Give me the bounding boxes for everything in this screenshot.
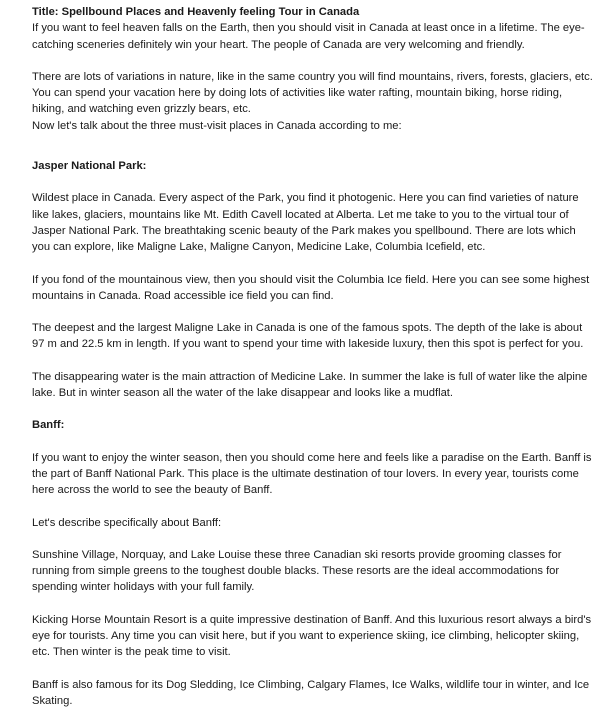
jasper-paragraph-overview: Wildest place in Canada. Every aspect of the Park, you find it photogenic. Here you can find varieties of nature like lakes, glaciers, mountains like Mt. Edith Cavell located at Alberta. Let me take to you to the virtual tour of Jasper National Park. The breathtaking scenic beauty of the Park makes you spellbound. There are lots which you can explore, like Maligne Lake, Maligne Canyon, Medicine Lake, Columbia Icefield, etc. (32, 192, 579, 254)
jasper-paragraph-medicine: The disappearing water is the main attraction of Medicine Lake. In summer the lake is full of water like the alpine lake. But in winter season all the water of the lake disappear and looks like a mudflat. (32, 370, 588, 400)
banff-paragraph-kicking-horse: Kicking Horse Mountain Resort is a quite impressive destination of Banff. And this luxurious resort always a bird's eye for tourists. Any time you can visit here, but if you want to experience skiing, ice climbing, helicopter skiing, etc. Then winter is the peak time to visit. (32, 613, 592, 659)
jasper-paragraph-columbia: If you fond of the mountainous view, then you should visit the Columbia Ice field. Here you can see some highest mountains in Canada. Road accessible ice field you can find. (32, 273, 590, 302)
banff-paragraph-ski-resorts: Sunshine Village, Norquay, and Lake Louise these three Canadian ski resorts provide grooming classes for running from simple greens to the toughest double blacks. These resorts are the ideal accommodations for spending winter holidays with your full family. (32, 548, 562, 594)
lead-in-paragraph: Now let's talk about the three must-visit places in Canada according to me: (32, 119, 402, 132)
banff-paragraph-intro: If you want to enjoy the winter season, then you should come here and feels like a paradise on the Earth. Banff is the part of Banff National Park. This place is the ultimate destination of tour lovers. In every year, tourists come here across the world to see the beauty of Banff. (32, 451, 592, 497)
variations-paragraph: There are lots of variations in nature, like in the same country you will find mountains, rivers, forests, glaciers, etc. You can spend your vacation here by doing lots of activities like water rafting, mountain biking, horse riding, hiking, and watching even grizzly bears, etc. (32, 70, 593, 116)
document-body (32, 4, 594, 709)
section-heading-banff: Banff: (32, 419, 65, 432)
document-title: Title: Spellbound Places and Heavenly feeling Tour in Canada (32, 6, 360, 18)
jasper-paragraph-maligne: The deepest and the largest Maligne Lake in Canada is one of the famous spots. The depth of the lake is about 97 m and 22.5 km in length. If you want to spend your time with lakeside luxury, then this spot is perfect for you. (32, 322, 584, 351)
banff-paragraph-activities: Banff is also famous for its Dog Sledding, Ice Climbing, Calgary Flames, Ice Walks, wildlife tour in winter, and Ice Skating. (32, 678, 590, 707)
intro-paragraph: If you want to feel heaven falls on the Earth, then you should visit in Canada at least once in a lifetime. The eye-catching sceneries definitely win your heart. The people of Canada are very welcoming and friendly. (32, 22, 585, 51)
banff-paragraph-describe: Let's describe specifically about Banff: (32, 516, 222, 529)
section-heading-jasper: Jasper National Park: (32, 160, 147, 173)
